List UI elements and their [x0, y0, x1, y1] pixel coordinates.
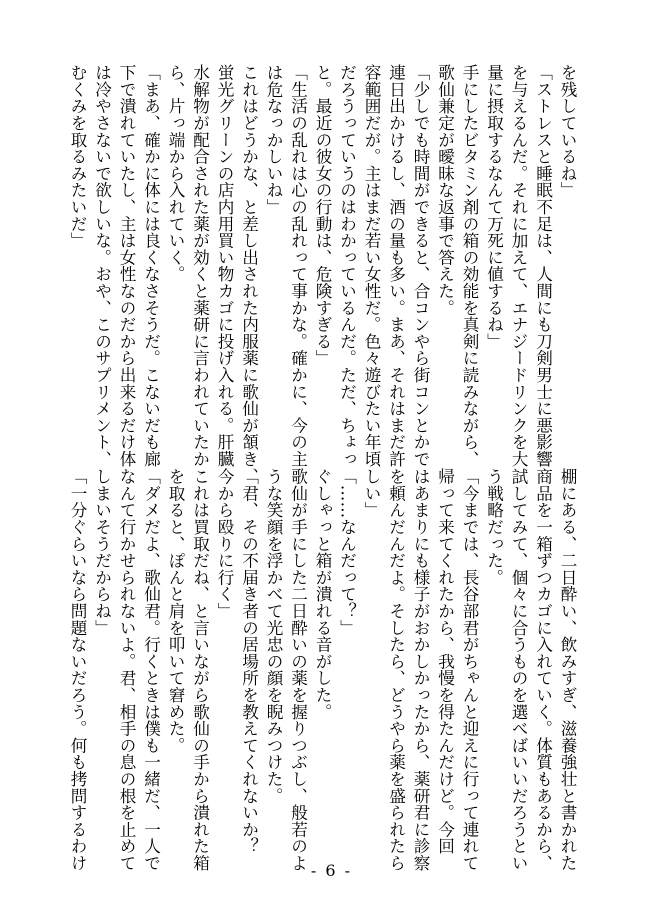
lower-line: しまいそうだからね」 [92, 468, 112, 636]
upper-line: 歌仙兼定が曖昧な返事で答えた。 [435, 64, 455, 316]
upper-line: と。最近の彼女の行動は、危険すぎる」 [313, 64, 332, 367]
upper-line: 量に摂取するなんて万死に値するね」 [484, 64, 504, 350]
upper-line: だろうっていうのはわかっているんだ。ただ、ちょっ [337, 64, 357, 468]
lower-line: うな笑顔を浮かべて光忠の顔を睨みつけた。 [264, 468, 283, 804]
upper-line: むくみを取るみたいだ」 [68, 64, 87, 249]
upper-text-block [65, 64, 580, 484]
lower-line: 帰って来てくれたから、我慢を得たんだけど。今回 [435, 468, 455, 855]
upper-line: 下で潰れていたし、主は女性なのだから出来るだけ体 [117, 64, 136, 468]
upper-line: これはどうかな、と差し出された内服薬に歌仙が頷き、 [239, 64, 259, 484]
lower-line: 歌仙が手にした二日酔いの薬を握りつぶし、般若のよ [288, 468, 308, 872]
upper-line: 「生活の乱れは心の乱れって事かな。確かに、今の主 [288, 64, 308, 468]
lower-line: なんて行かせられないよ。君、相手の息の根を止めて [117, 468, 136, 872]
lower-line: 「今までは、長谷部君がちゃんと迎えに行って連れて [460, 468, 479, 872]
upper-line: 手にしたビタミン剤の箱の効能を真剣に読みながら、 [460, 64, 479, 468]
lower-line: 商品を一箱ずつカゴに入れていく。体質もあるから、 [533, 468, 553, 872]
upper-line: は冷やさないで欲しいな。おや、このサプリメント、 [92, 64, 112, 468]
lower-line: 今から殴りに行く」 [215, 468, 234, 620]
lower-line: 棚にある、二日酔い、飲みすぎ、滋養強壮と書かれた [558, 468, 577, 872]
lower-line: はあまりにも様子がおかしかったから、薬研君に診察 [411, 468, 430, 872]
upper-line: 「少しでも時間ができると、合コンやら街コンとかで [411, 64, 430, 468]
lower-line: 「ダメだよ、歌仙君。行くときは僕も一緒だ、一人で [141, 468, 161, 872]
lower-text-block [65, 468, 580, 872]
lower-line: ぐしゃっと箱が潰れる音がした。 [313, 468, 332, 720]
upper-line: ら、片っ端から入れていく。 [166, 64, 185, 283]
lower-line: を取ると、ぽんと肩を叩いて窘めた。 [166, 468, 185, 754]
lower-line: う戦略だった。 [484, 468, 504, 586]
upper-line: 「ストレスと睡眠不足は、人間にも刀剣男士に悪影響 [533, 64, 553, 468]
upper-line: 連日出かけるし、酒の量も多い。まあ、それはまだ許 [386, 64, 406, 468]
lower-line: を頼んだんだよ。そしたら、どうやら薬を盛られたら [386, 468, 406, 872]
upper-line: は危なっかしいね」 [264, 64, 283, 216]
lower-line: 「……なんだって？」 [337, 468, 357, 636]
upper-line: を与えるんだ。それに加えて、エナジードリンクを大 [509, 64, 528, 468]
upper-line: 「まあ、確かに体には良くなさそうだ。こないだも廊 [141, 64, 161, 468]
page-number: - 6 - [310, 861, 353, 880]
lower-line: 「一分ぐらいなら問題ないだろう。何も拷問するわけ [68, 468, 87, 872]
lower-line: しい」 [362, 468, 381, 519]
lower-line: これは買取だね、と言いながら歌仙の手から潰れた箱 [190, 468, 210, 872]
lower-line: 「君、その不届き者の居場所を教えてくれないか？ [239, 468, 259, 855]
lower-line: 試してみて、個々に合うものを選べばいいだろうとい [509, 468, 528, 872]
upper-line: 蛍光グリーンの店内用買い物カゴに投げ入れる。肝臓 [215, 64, 234, 468]
upper-line: 容範囲だが。主はまだ若い女性だ。色々遊びたい年頃 [362, 64, 381, 468]
upper-line: を残しているね」 [558, 64, 577, 199]
upper-line: 水解物が配合された薬が効くと薬研に言われていたか [190, 64, 210, 468]
